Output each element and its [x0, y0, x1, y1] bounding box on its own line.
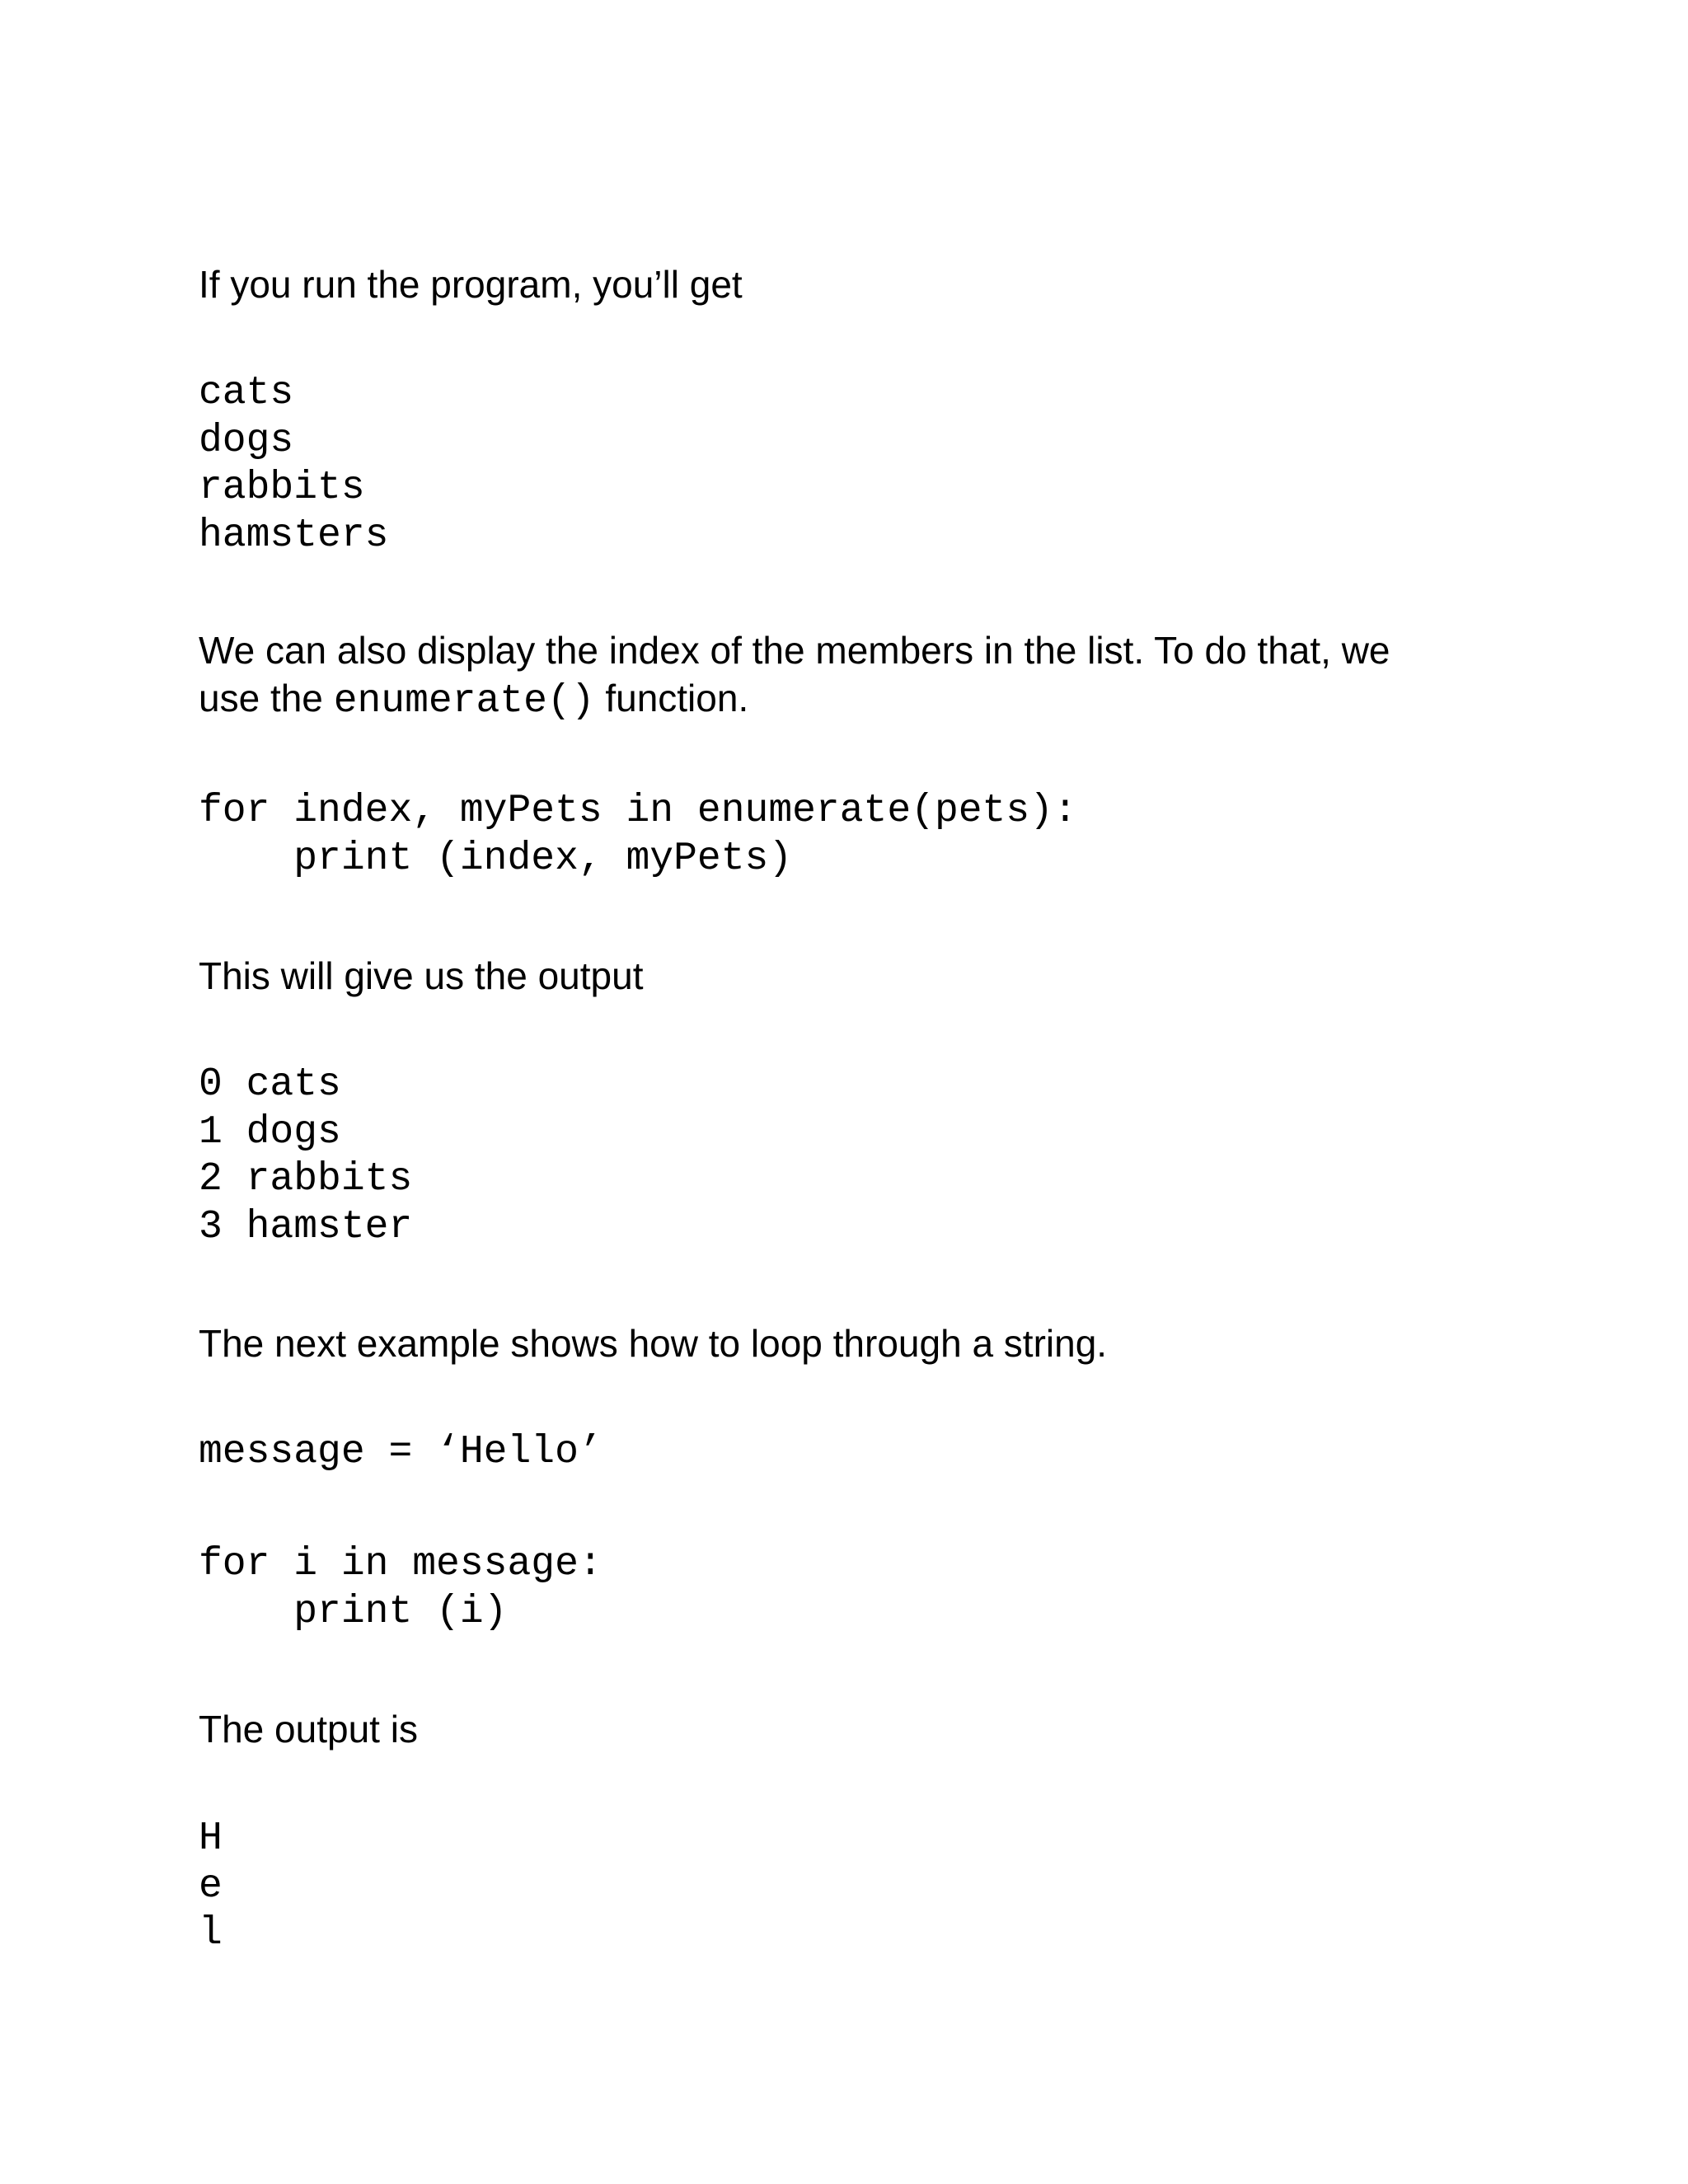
code-line: for index, myPets in enumerate(pets): [199, 789, 1077, 833]
code-line: print (i) [199, 1589, 508, 1634]
code-line: hamsters [199, 513, 389, 558]
code-block-pets-output [199, 370, 388, 560]
enumerate-paragraph [199, 626, 1390, 725]
code-line: dogs [199, 418, 294, 463]
paragraph-line [199, 674, 1390, 725]
string-loop-paragraph: The next example shows how to loop through a string. [199, 1322, 1108, 1365]
code-line: rabbits [199, 466, 365, 510]
intro-paragraph: If you run the program, you’ll get [199, 263, 743, 306]
code-block-chars-output [199, 1816, 223, 1958]
paragraph-text: function. [594, 677, 749, 719]
code-line: 2 rabbits [199, 1157, 413, 1202]
code-line: for i in message: [199, 1542, 603, 1586]
code-line: e [199, 1863, 223, 1909]
code-line: H [199, 1816, 223, 1861]
code-line: cats [199, 371, 294, 415]
code-line: l [199, 1911, 223, 1956]
output-intro-paragraph: This will give us the output [199, 954, 644, 997]
code-block-enumerate-loop [199, 788, 1077, 883]
code-line: 0 cats [199, 1062, 341, 1107]
paragraph-line: We can also display the index of the members in the list. To do that, we [199, 629, 1390, 672]
code-line: message = ‘Hello’ [199, 1430, 603, 1474]
code-block-message-assign [199, 1429, 603, 1477]
paragraph-text: use the [199, 677, 334, 719]
inline-code-enumerate: enumerate() [333, 679, 595, 724]
code-block-indexed-output [199, 1062, 412, 1251]
output-is-paragraph: The output is [199, 1708, 418, 1750]
code-block-string-loop [199, 1541, 603, 1636]
code-line: print (index, myPets) [199, 836, 793, 881]
code-line: 3 hamster [199, 1204, 413, 1249]
code-line: 1 dogs [199, 1109, 341, 1155]
